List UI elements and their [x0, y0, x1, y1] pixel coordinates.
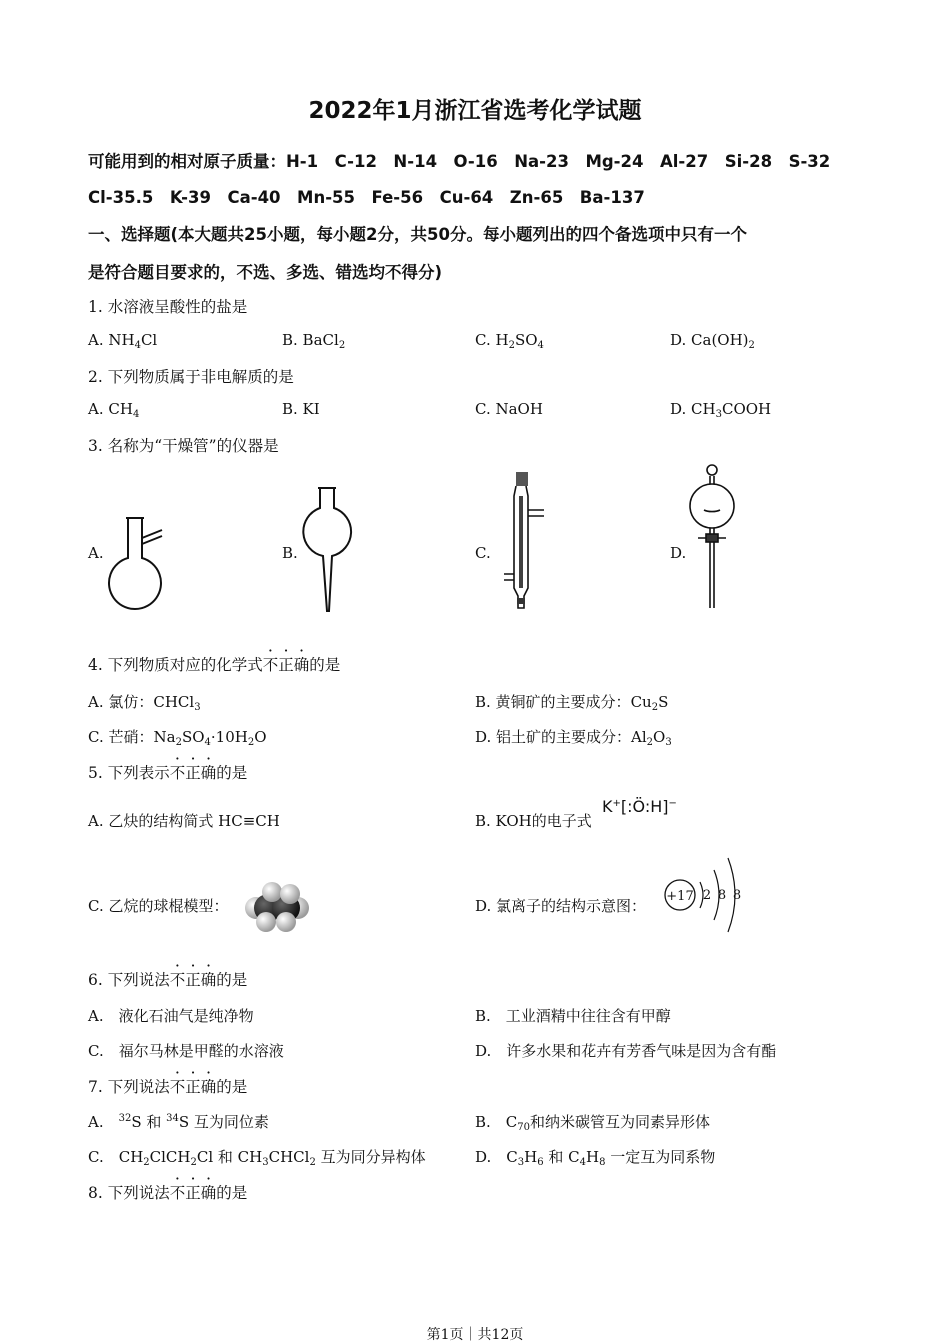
q4-option-a: A. 氯仿：CHCl$_3$: [88, 693, 201, 713]
question-6-stem: 6. 下列说法不正确的是: [88, 971, 248, 989]
q1-option-c: C. $H_2SO_4$: [475, 331, 544, 351]
q2-option-a: A. $CH_4$: [88, 400, 140, 420]
q4-option-c: C. 芒硝：$Na_2SO_4\cdot 10H_2O$: [88, 728, 267, 748]
svg-text:8: 8: [732, 888, 742, 903]
question-5-stem: 5. 下列表示不正确的是: [88, 764, 248, 782]
question-2-stem: 2. 下列物质属于非电解质的是: [88, 368, 294, 386]
q5-option-c: C. 乙烷的球棍模型：: [88, 897, 229, 915]
q7-option-d: D. $C_3H_6$ 和 $C_4H_8$ 一定互为同系物: [475, 1148, 716, 1168]
chloride-ion-structure-diagram: [660, 854, 750, 936]
question-3-stem: 3. 名称为“干燥管”的仪器是: [88, 437, 279, 455]
separatory-funnel-icon: [688, 462, 740, 614]
question-1-stem: 1. 水溶液呈酸性的盐是: [88, 298, 248, 316]
question-4-stem: 4. 下列物质对应的化学式不正确的是: [88, 656, 341, 674]
q2-option-c: C. NaOH: [475, 400, 543, 418]
q3-option-a-label: A.: [88, 544, 104, 562]
atomic-masses-line2: Cl-35.5 K-39 Ca-40 Mn-55 Fe-56 Cu-64 Zn-65 Ba-137: [88, 188, 645, 207]
condenser-icon: [500, 470, 552, 612]
q6-option-b: B. 工业酒精中往往含有甲醇: [475, 1007, 671, 1025]
q2-option-b: B. KI: [282, 400, 320, 418]
q2-option-d: D. $CH_3COOH$: [670, 400, 772, 420]
q5-option-a: A. 乙炔的结构简式 HC≡CH: [88, 812, 280, 830]
page-footer: 第1页｜共12页: [426, 1327, 524, 1343]
svg-text:2: 2: [702, 888, 712, 903]
question-7-stem: 7. 下列说法不正确的是: [88, 1078, 248, 1096]
q1-option-d: D. $Ca(OH)_2$: [670, 331, 755, 351]
q3-option-d-label: D.: [670, 544, 687, 562]
q5-option-b: B. KOH的电子式: [475, 812, 592, 830]
question-8-stem: 8. 下列说法不正确的是: [88, 1184, 248, 1202]
side-arm-flask-icon: [100, 512, 170, 614]
page-title: 2022年1月浙江省选考化学试题: [308, 98, 642, 124]
q7-option-b: B. $C_{70}$和纳米碳管互为同素异形体: [475, 1113, 711, 1133]
svg-text:+17: +17: [666, 889, 694, 904]
q7-option-a: A. $^{32}$S 和 $^{34}$S 互为同位素: [88, 1113, 269, 1131]
q6-option-a: A. 液化石油气是纯净物: [88, 1007, 254, 1025]
ethane-ball-model-icon: [242, 878, 312, 934]
drying-tube-icon: [296, 486, 360, 616]
q4-option-d: D. 铝土矿的主要成分：$Al_2O_3$: [475, 728, 672, 748]
q1-option-a: A. $NH_4Cl$: [88, 331, 158, 351]
q7-option-c: C. $CH_2ClCH_2Cl$ 和 $CH_3CHCl_2$ 互为同分异构体: [88, 1148, 426, 1168]
atomic-masses-line1: 可能用到的相对原子质量：H-1 C-12 N-14 O-16 Na-23 Mg-24 Al-27 Si-28 S-32: [88, 152, 831, 171]
section-heading-line2: 是符合题目要求的，不选、多选、错选均不得分): [88, 263, 443, 282]
section-heading-line1: 一、选择题(本大题共25小题，每小题2分，共50分。每小题列出的四个备选项中只有一个: [88, 225, 747, 244]
q5-option-d: D. 氯离子的结构示意图：: [475, 897, 647, 915]
q3-option-c-label: C.: [475, 544, 491, 562]
q1-option-b: B. BaCl$_2$: [282, 331, 346, 351]
koh-electron-formula: K+[:Ö:H]−: [602, 797, 677, 816]
svg-text:8: 8: [717, 888, 727, 903]
q3-option-b-label: B.: [282, 544, 298, 562]
q6-option-c: C. 福尔马林是甲醛的水溶液: [88, 1042, 284, 1060]
q6-option-d: D. 许多水果和花卉有芳香气味是因为含有酯: [475, 1042, 777, 1060]
q4-option-b: B. 黄铜矿的主要成分：$Cu_2S$: [475, 693, 669, 713]
